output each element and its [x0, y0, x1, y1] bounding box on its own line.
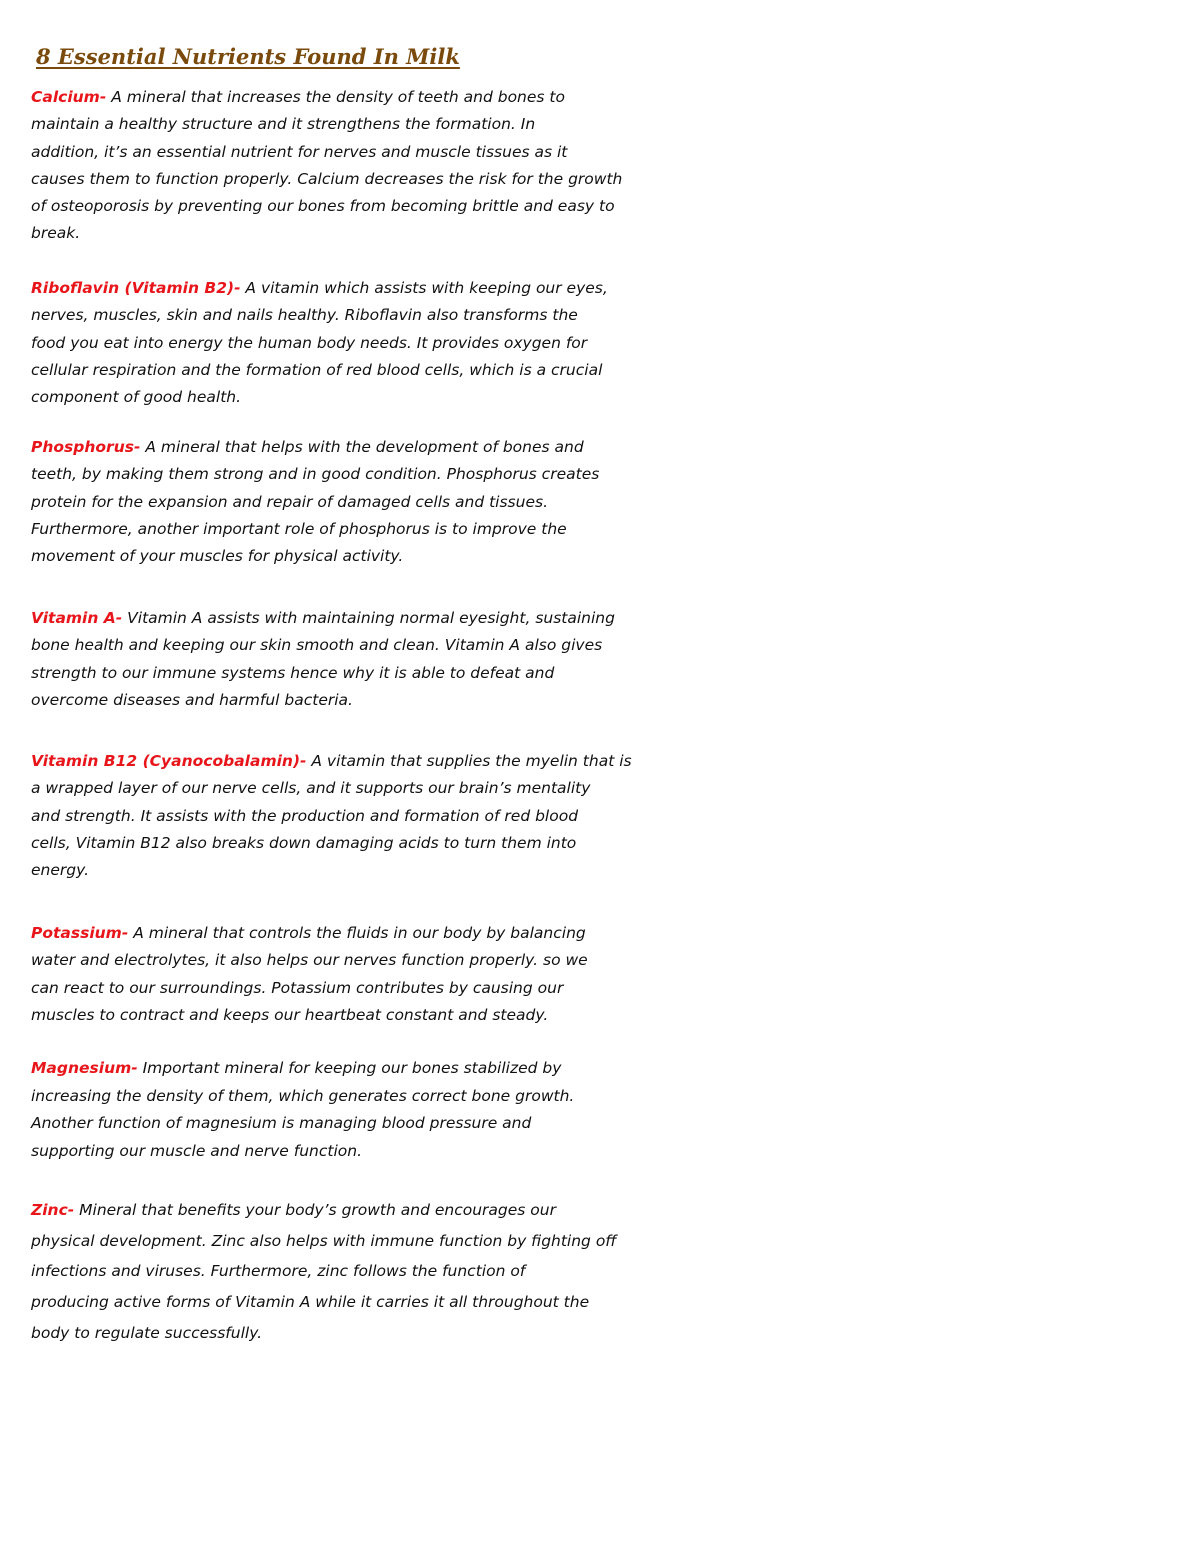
- entry-line: [31, 920, 611, 947]
- nutrient-entry-riboflavin: [31, 275, 611, 411]
- nutrient-term: Magnesium-: [31, 1059, 138, 1077]
- nutrient-term: Zinc-: [31, 1201, 75, 1219]
- entry-line: physical development. Zinc also helps with immune function by fighting off: [31, 1231, 617, 1250]
- entry-line: addition, it’s an essential nutrient for nerves and muscle tissues as it: [31, 142, 568, 161]
- entry-line: [31, 84, 611, 111]
- entry-line: [31, 605, 615, 632]
- nutrient-term: Riboflavin (Vitamin B2)-: [31, 279, 241, 297]
- entry-line: food you eat into energy the human body needs. It provides oxygen for: [31, 333, 588, 352]
- nutrient-term: Calcium-: [31, 88, 107, 106]
- entry-text: Vitamin A assists with maintaining normal eyesight, sustaining: [122, 609, 615, 627]
- entry-line: infections and viruses. Furthermore, zinc follows the function of: [31, 1262, 526, 1281]
- entry-line: break.: [31, 224, 81, 243]
- entry-line: producing active forms of Vitamin A while it carries it all throughout the: [31, 1293, 590, 1312]
- entry-line: water and electrolytes, it also helps our nerves function properly. so we: [31, 951, 588, 970]
- entry-line: muscles to contract and keeps our heartbeat constant and steady.: [31, 1005, 549, 1024]
- entry-line: [31, 1195, 611, 1226]
- nutrient-term: Vitamin B12 (Cyanocobalamin)-: [31, 752, 307, 770]
- nutrient-entry-potassium: [31, 920, 611, 1029]
- entry-line: can react to our surroundings. Potassium contributes by causing our: [31, 978, 564, 997]
- entry-text: A vitamin which assists with keeping our eyes,: [240, 279, 608, 297]
- entry-line: bone health and keeping our skin smooth and clean. Vitamin A also gives: [31, 636, 603, 655]
- nutrient-entry-vitamin-b12: [31, 748, 632, 884]
- nutrient-entry-zinc: [31, 1195, 617, 1349]
- entry-line: Furthermore, another important role of phosphorus is to improve the: [31, 519, 567, 538]
- entry-line: [31, 275, 611, 302]
- entry-line: increasing the density of them, which generates correct bone growth.: [31, 1086, 575, 1105]
- nutrient-entry-calcium: [31, 84, 623, 248]
- entry-line: [31, 1055, 611, 1083]
- entry-line: a wrapped layer of our nerve cells, and it supports our brain’s mentality: [31, 779, 591, 798]
- entry-line: energy.: [31, 861, 90, 880]
- entry-line: body to regulate successfully.: [31, 1323, 263, 1342]
- entry-text: A mineral that increases the density of teeth and bones to: [106, 88, 565, 106]
- entry-line: Another function of magnesium is managing blood pressure and: [31, 1114, 532, 1132]
- entry-line: maintain a healthy structure and it strengthens the formation. In: [31, 115, 536, 134]
- nutrient-term: Vitamin A-: [31, 609, 123, 627]
- entry-text: Important mineral for keeping our bones stabilized by: [137, 1059, 562, 1077]
- nutrient-term: Potassium-: [31, 924, 129, 942]
- entry-text: A mineral that helps with the development of bones and: [140, 438, 584, 456]
- entry-text: A mineral that controls the fluids in our body by balancing: [128, 924, 586, 942]
- nutrient-term: Phosphorus-: [31, 438, 141, 456]
- entry-text: Mineral that benefits your body’s growth and encourages our: [74, 1201, 556, 1219]
- entry-line: protein for the expansion and repair of damaged cells and tissues.: [31, 492, 548, 511]
- document-title: 8 Essential Nutrients Found In Milk: [36, 44, 460, 69]
- entry-line: [31, 748, 632, 775]
- entry-line: [31, 434, 611, 461]
- entry-line: overcome diseases and harmful bacteria.: [31, 690, 353, 709]
- nutrient-entry-phosphorus: [31, 434, 611, 570]
- entry-line: strength to our immune systems hence why it is able to defeat and: [31, 663, 555, 682]
- entry-line: cellular respiration and the formation of red blood cells, which is a crucial: [31, 360, 603, 379]
- entry-line: supporting our muscle and nerve function.: [31, 1141, 363, 1160]
- nutrient-entry-magnesium: [31, 1055, 611, 1165]
- entry-line: cells, Vitamin B12 also breaks down damaging acids to turn them into: [31, 833, 577, 852]
- entry-line: of osteoporosis by preventing our bones from becoming brittle and easy to: [31, 197, 615, 216]
- entry-line: teeth, by making them strong and in good condition. Phosphorus creates: [31, 465, 600, 484]
- entry-text: A vitamin that supplies the myelin that is: [306, 752, 632, 770]
- entry-line: and strength. It assists with the production and formation of red blood: [31, 806, 579, 825]
- entry-line: nerves, muscles, skin and nails healthy. Riboflavin also transforms the: [31, 306, 578, 325]
- nutrient-entry-vitamin-a: [31, 605, 615, 714]
- entry-line: causes them to function properly. Calcium decreases the risk for the growth: [31, 169, 623, 188]
- entry-line: component of good health.: [31, 388, 242, 407]
- entry-line: movement of your muscles for physical activity.: [31, 547, 404, 566]
